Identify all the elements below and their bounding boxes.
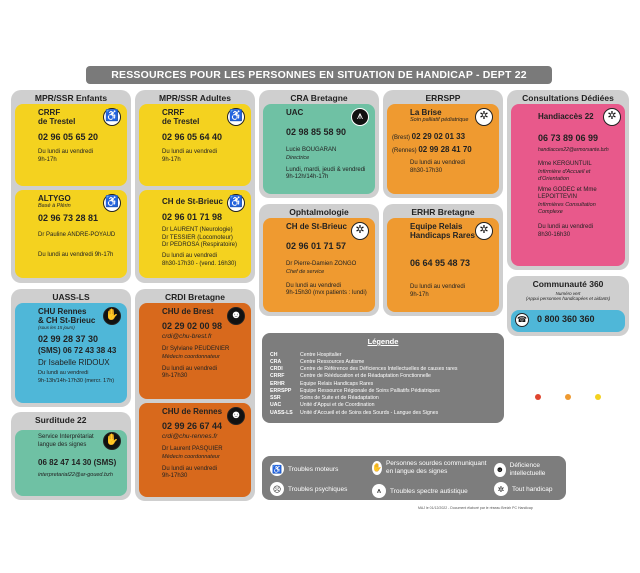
legend-row: ERHR Equipe Relais Handicaps Rares xyxy=(270,380,374,387)
surditude-column xyxy=(11,412,131,500)
legend-row: SSR Soins de Suite et de Réadaptation xyxy=(270,395,379,402)
all-handicap-icon: ✲ xyxy=(475,108,493,126)
intellectual-disability-icon: ☻ xyxy=(227,407,245,425)
erhr-header: ERHR Bretagne xyxy=(411,207,475,217)
ophtalmo-column xyxy=(259,204,379,316)
legend-row: CRA Centre Ressources Autisme xyxy=(270,358,365,365)
icon-key-box: ♿ Troubles moteurs ☹ Troubles psychiques ✋ Personnes sourdes communiquant en langue des signes ⩚ Troubles spectre autistique ☻ Déficience intellectuelle ✲ Tout handicap xyxy=(262,456,566,500)
color-dot-orange xyxy=(565,394,571,400)
surditude-card: Service Interprétariat langue des signes 06 82 47 14 30 (SMS) interpretariat22@ar-goued.bzh ✋ xyxy=(15,430,127,496)
psychic-icon: ☹ xyxy=(270,482,284,496)
legend-row: ERRSPP Equipe Ressource Régionale de Soins Palliatifs Pédiatriques xyxy=(270,387,440,394)
chu-rennes-crdi-card: CHU de Rennes 02 99 26 67 44 crdi@chu-rennes.fr Dr Laurent PASQUIER Médecin coordonnateur Du lundi au vendredi 9h-17h30 ☻ xyxy=(139,403,251,497)
ch-st-brieuc-mpr-card: CH de St-Brieuc 02 96 01 71 98 Dr LAURENT (Neurologie) Dr TESSIER (Locomoteur) Dr PEDROSA (Respiratoire) Du lundi au vendredi 8h30-17h30 - (vend. 16h30) ♿ xyxy=(139,190,251,278)
legend-row: UASS-LS Unité d'Accueil et de Soins des Sourds - Langue des Signes xyxy=(270,409,439,416)
wheelchair-icon: ♿ xyxy=(227,194,245,212)
color-dot-yellow xyxy=(595,394,601,400)
wheelchair-icon: ♿ xyxy=(270,462,284,476)
wheelchair-icon: ♿ xyxy=(103,108,121,126)
crrf-trestel-enfants-card: CRRF de Trestel 02 96 05 65 20 Du lundi au vendredi 9h-17h ♿ xyxy=(15,104,127,186)
chu-rennes-uass-card: CHU Rennes & CH St-Brieuc (sous les 15 jours) 02 99 28 37 30 (SMS) 06 72 43 38 43 Dr Isabelle RIDOUX Du lundi au vendredi 9h-13h/14h-17h30 (mercr. 17h) ✋ xyxy=(15,303,127,403)
wheelchair-icon: ♿ xyxy=(227,108,245,126)
color-dot-red xyxy=(535,394,541,400)
legend-row: CH Centre Hospitalier xyxy=(270,351,342,358)
legend-row: CRDI Centre de Référence des Déficiences Intellectuelles de causes rares xyxy=(270,366,458,373)
surditude-header: Surditude 22 xyxy=(35,415,87,425)
phone-icon: ☎ xyxy=(515,313,529,327)
erhr-card: Equipe Relais Handicaps Rares 06 64 95 48 73 Du lundi au vendredi 9h-17h ✲ xyxy=(387,218,499,312)
sign-language-icon: ✋ xyxy=(103,432,121,450)
mpr-enfants-header: MPR/SSR Enfants xyxy=(34,93,108,103)
chu-brest-card: CHU de Brest 02 29 02 00 98 crdi@chu-brest.fr Dr Sylviane PEUDENIER Médecin coordonnateur Du lundi au vendredi 9h-17h30 ☻ xyxy=(139,303,251,399)
footer-note: MAJ le 01/12/2022 - Document élaboré par le réseau Breizh PC Handicap xyxy=(418,506,533,510)
handiacces-card: Handiaccès 22 06 73 89 06 99 handiacces22@armorsante.bzh Mme KERGUNTUIL Infirmière d'Accueil et d'Orientation Mme GODEC et Mme LEPOITTEVIN Infirmières Consultation Complexe Du lundi au vendredi 8h30-16h30 ✲ xyxy=(511,104,625,266)
sign-language-icon: ✋ xyxy=(103,307,121,325)
crdi-header: CRDI Bretagne xyxy=(165,292,225,302)
crdi-column xyxy=(135,289,255,501)
mpr-adultes-header: MPR/SSR Adultes xyxy=(159,93,231,103)
all-handicap-icon: ✲ xyxy=(603,108,621,126)
sign-language-icon: ✋ xyxy=(372,461,382,475)
all-handicap-icon: ✲ xyxy=(351,222,369,240)
mpr-adultes-column xyxy=(135,90,255,283)
erhr-column xyxy=(383,204,503,316)
intellectual-disability-icon: ☻ xyxy=(227,307,245,325)
cra-column xyxy=(259,90,379,198)
numero-vert-card: ☎ 0 800 360 360 xyxy=(511,310,625,332)
legend-row: UAC Unité d'Appui et de Coordination xyxy=(270,402,375,409)
consultations-column xyxy=(507,90,629,270)
intellectual-disability-icon: ☻ xyxy=(494,463,506,477)
errspp-header: ERRSPP xyxy=(425,93,461,103)
altygo-card: ALTYGO Basé à Plérin 02 96 73 28 81 Dr Pauline ANDRE-POYAUD Du lundi au vendredi 9h-17h ♿ xyxy=(15,190,127,278)
la-brise-card: La Brise Soin palliatif pédiatrique (Brest) 02 29 02 01 33 (Rennes) 02 99 28 41 70 Du lundi au vendredi 8h30-17h30 ✲ xyxy=(387,104,499,194)
uass-header: UASS-LS xyxy=(52,292,90,302)
mpr-enfants-column xyxy=(11,90,131,283)
ch-st-brieuc-ophtalmo-card: CH de St-Brieuc 02 96 01 71 57 Dr Pierre-Damien ZONGO Chef de service Du lundi au vendredi 9h-15h30 (nvx patients : lundi) ✲ xyxy=(263,218,375,312)
all-handicap-icon: ✲ xyxy=(475,222,493,240)
uass-column xyxy=(11,289,131,407)
wheelchair-icon: ♿ xyxy=(103,194,121,212)
page-title: RESSOURCES POUR LES PERSONNES EN SITUATION DE HANDICAP - DEPT 22 xyxy=(86,66,552,84)
legend-box: Légende CH Centre Hospitalier CRA Centre Ressources Autisme CRDI Centre de Référence des Déficiences Intellectuelles de causes rares CRRF Centre de Rééducation et de Réadaptation Fonctionnelle ERHR Equipe Relais Handicaps Rares ERRSPP Equipe Ressource Régionale de Soins Palliatifs Pédiatriques SSR Soins de Suite et de Réadaptation UAC Unité d'Appui et de Coordination UASS-LS Unité d'Accueil et de Soins des Sourds - Langue des Signes xyxy=(262,333,504,423)
legend-row: CRRF Centre de Rééducation et de Réadaptation Fonctionnelle xyxy=(270,373,431,380)
uac-card: UAC 02 98 85 58 90 Lucie BOUGARAN Directrice Lundi, mardi, jeudi & vendredi 9h-12h/14h-17h ⩚ xyxy=(263,104,375,194)
autism-icon: ⩚ xyxy=(372,484,386,498)
cra-header: CRA Bretagne xyxy=(290,93,348,103)
all-handicap-icon: ✲ xyxy=(494,482,508,496)
crrf-trestel-adultes-card: CRRF de Trestel 02 96 05 64 40 Du lundi au vendredi 9h-17h ♿ xyxy=(139,104,251,186)
ophtalmo-header: Ophtalmologie xyxy=(289,207,349,217)
autism-icon: ⩚ xyxy=(351,108,369,126)
errspp-column xyxy=(383,90,503,198)
consultations-header: Consultations Dédiées xyxy=(522,93,614,103)
communaute-360-header: Communauté 360 xyxy=(532,279,604,289)
communaute-360-column: Communauté 360 Numéro vert (Appui personnes handicapées et aidants) ☎ 0 800 360 360 xyxy=(507,276,629,336)
